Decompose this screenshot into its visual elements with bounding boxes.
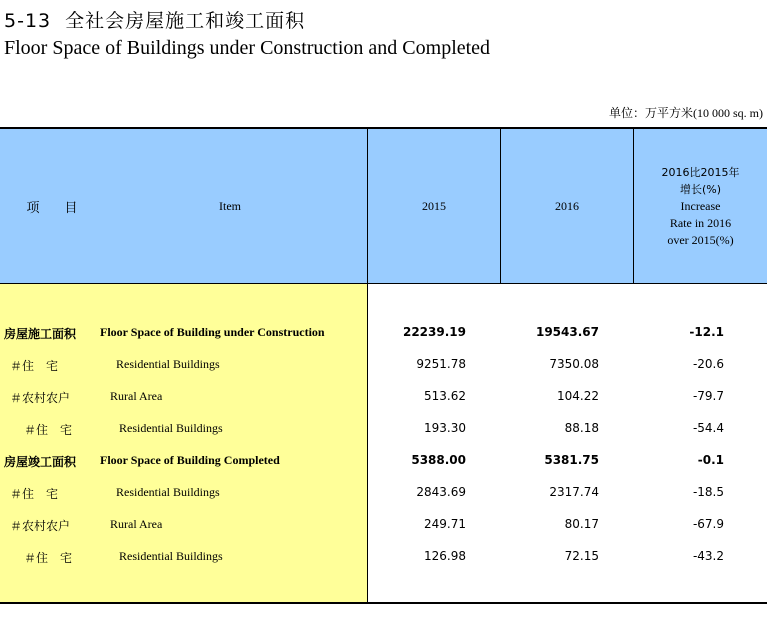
row-label-cn: ＃住 宅 [24,551,73,565]
row-growth: -67.9 [692,517,724,531]
unit-en: (10 000 sq. m) [693,106,763,120]
table-row [0,323,767,343]
header-growth-en-3: over 2015(%) [667,232,734,247]
row-value-2015: 2843.69 [416,485,466,499]
header-2016: 2016 [555,198,579,213]
row-value-2016: 80.17 [564,517,599,531]
row-value-2016: 7350.08 [549,357,599,371]
row-label-en: Residential Buildings [116,357,220,371]
table-row [0,355,767,375]
row-value-2016: 72.15 [564,549,599,563]
unit-label [609,104,763,121]
table-title-cn-text: 全社会房屋施工和竣工面积 [65,10,306,32]
table-row [0,419,767,439]
row-label-en: Rural Area [110,389,163,403]
table-title-cn [4,6,305,33]
table-row [0,483,767,503]
row-label-cn: ＃农村农户 [10,391,71,405]
table-row [0,515,767,535]
row-label-en: Residential Buildings [119,549,223,563]
header-growth-en-1: Increase [680,198,721,213]
row-label-cn: ＃农村农户 [10,519,71,533]
header-growth-cn-1: 2016比2015年 [661,165,740,179]
row-growth: -79.7 [692,389,724,403]
row-value-2015: 193.30 [424,421,466,435]
header-growth-en-2: Rate in 2016 [669,215,732,230]
row-value-2015: 22239.19 [402,325,466,339]
table-title-en: Floor Space of Buildings under Construction and Completed [4,37,491,59]
header-growth [634,129,767,283]
row-label-en: Residential Buildings [119,421,223,435]
header-item-cn: 项 目 [26,200,84,216]
table-row [0,387,767,407]
table-number: 5-13 [4,10,52,32]
row-value-2015: 126.98 [424,549,466,563]
row-growth: -54.4 [692,421,724,435]
row-label-cn: ＃住 宅 [24,423,73,437]
row-value-2016: 5381.75 [544,453,599,467]
row-label-cn: 房屋竣工面积 [4,455,77,469]
row-value-2015: 5388.00 [411,453,466,467]
header-item-en: Item [219,198,241,213]
row-value-2016: 2317.74 [549,485,599,499]
row-value-2015: 9251.78 [416,357,466,371]
row-label-cn: ＃住 宅 [10,359,59,373]
bottom-rule [0,602,767,604]
row-label-en: Floor Space of Building under Construction [100,325,325,339]
row-value-2016: 104.22 [557,389,599,403]
row-growth: -43.2 [692,549,724,563]
row-value-2015: 513.62 [424,389,466,403]
row-value-2016: 19543.67 [535,325,599,339]
table-row [0,547,767,567]
row-label-en: Rural Area [110,517,163,531]
row-label-en: Residential Buildings [116,485,220,499]
row-growth: -20.6 [692,357,724,371]
unit-cn: 单位：万平方米 [608,106,693,120]
row-growth: -12.1 [689,325,724,339]
row-label-en: Floor Space of Building Completed [100,453,280,467]
header-growth-cn-2: 增长(%) [679,182,722,196]
row-label-cn: 房屋施工面积 [4,327,77,341]
row-growth: -18.5 [692,485,724,499]
table-row [0,451,767,471]
row-growth: -0.1 [697,453,724,467]
row-value-2016: 88.18 [564,421,599,435]
row-value-2015: 249.71 [424,517,466,531]
header-2015: 2015 [422,198,446,213]
row-label-cn: ＃住 宅 [10,487,59,501]
